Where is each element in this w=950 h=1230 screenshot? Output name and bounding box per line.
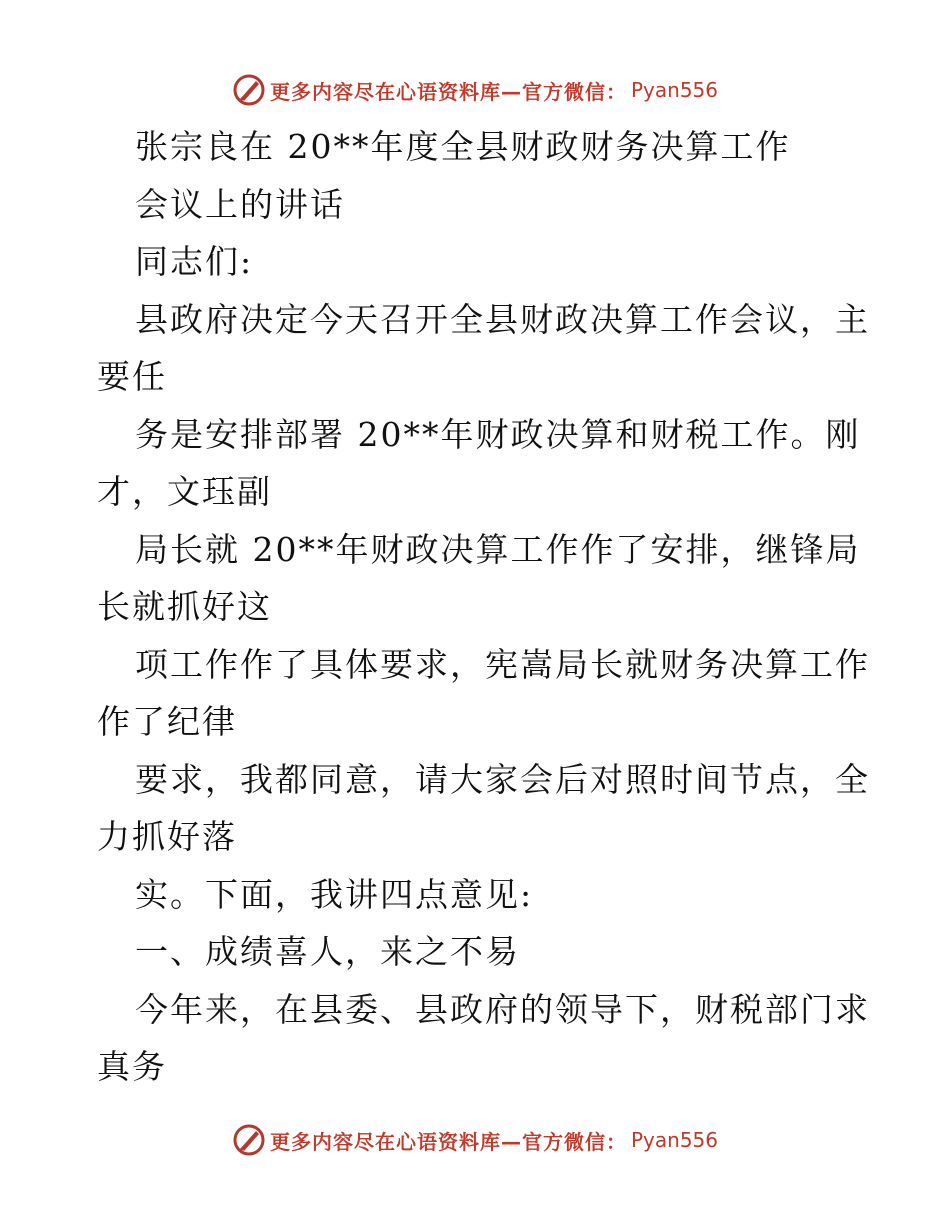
text-line: 要求，我都同意，请大家会后对照时间节点，全: [135, 759, 870, 799]
text-line: 作了纪律: [97, 702, 237, 741]
text-line: 才，文珏副: [97, 472, 272, 511]
text-line: 务是安排部署 20**年财政决算和财税工作。刚: [135, 414, 861, 454]
text-line: 会议上的讲话: [135, 184, 345, 224]
text-line: 真务: [97, 1047, 167, 1086]
banner-wechat-id: Pyan556: [630, 1128, 718, 1152]
banner-wechat-id: Pyan556: [630, 78, 718, 102]
text-line: 项工作作了具体要求，宪嵩局长就财务决算工作: [135, 644, 870, 684]
pen-logo-icon: [232, 73, 266, 107]
text-line: 长就抓好这: [97, 587, 272, 626]
text-line: 实。下面，我讲四点意见:: [135, 874, 534, 914]
text-line: 要任: [97, 357, 167, 396]
text-line: 县政府决定今天召开全县财政决算工作会议，主: [135, 299, 870, 339]
pen-logo-icon: [232, 1123, 266, 1157]
text-line: 今年来，在县委、县政府的领导下，财税部门求: [135, 989, 870, 1029]
text-line: 张宗良在 20**年度全县财政财务决算工作: [135, 127, 791, 166]
banner-text: 更多内容尽在心语资料库—官方微信：: [269, 79, 627, 104]
text-line: 一、成绩喜人，来之不易: [135, 932, 520, 971]
footer-banner: [0, 1120, 950, 1160]
document-body: [97, 118, 870, 1096]
banner-text: 更多内容尽在心语资料库—官方微信：: [269, 1129, 627, 1154]
header-banner: [0, 70, 950, 110]
text-line: 力抓好落: [97, 817, 237, 856]
text-line: 同志们:: [135, 242, 254, 281]
text-line: 局长就 20**年财政决算工作作了安排，继锋局: [135, 529, 861, 569]
